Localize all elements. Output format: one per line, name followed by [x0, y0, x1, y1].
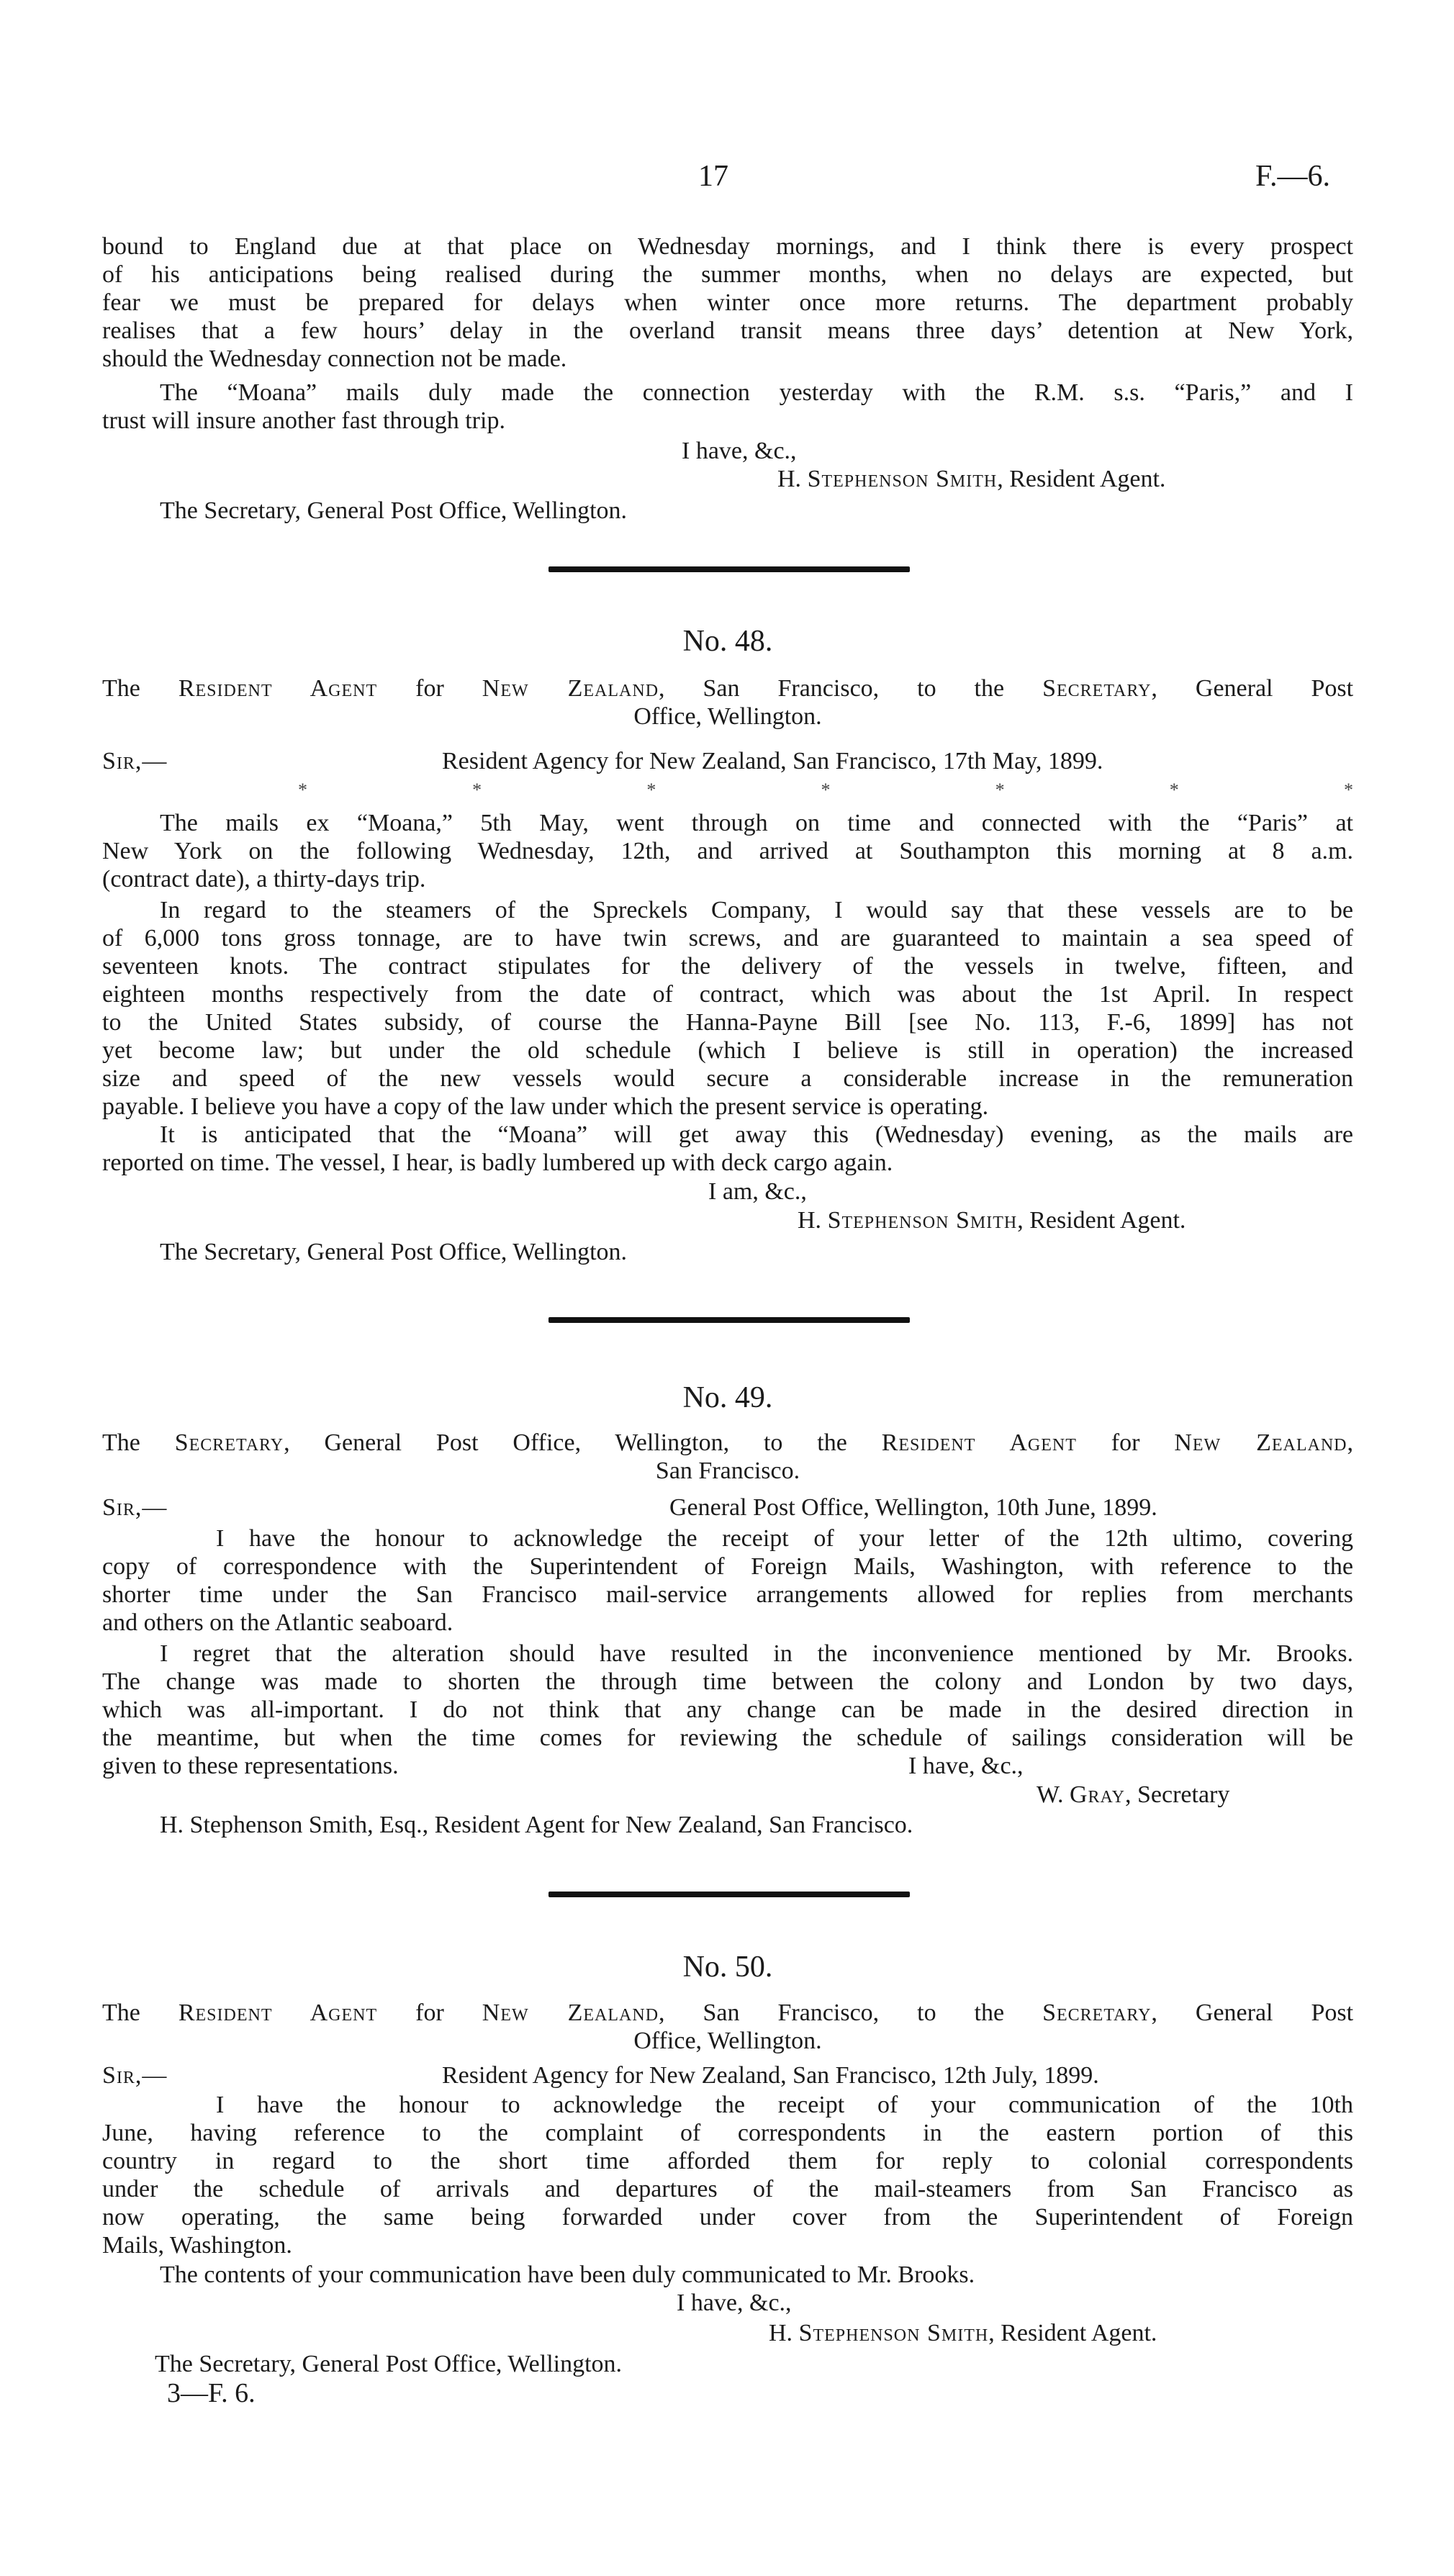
body-line: under the schedule of arrivals and departures of the mail-steamers from San Francisco as: [102, 2176, 1353, 2202]
body-line: the meantime, but when the time comes for reviewing the schedule of sailings consideration will be: [102, 1725, 1353, 1751]
body-line: size and speed of the new vessels would secure a considerable increase in the remuneration: [102, 1065, 1353, 1092]
body-line: Mails, Washington.: [102, 2232, 292, 2259]
body-line: The change was made to shorten the through time between the colony and London by two days,: [102, 1668, 1353, 1695]
body-line: I regret that the alteration should have resulted in the inconvenience mentioned by Mr. Brooks.: [160, 1640, 1353, 1667]
signature-name: Stephenson Smith: [798, 2320, 989, 2346]
body-line: In regard to the steamers of the Spreckels Company, I would say that these vessels are to be: [160, 897, 1353, 923]
letter-heading-line2: Office, Wellington.: [633, 2028, 822, 2054]
heading-text: The: [102, 1429, 140, 1456]
heading-text: for: [415, 1999, 444, 2026]
salutation: Sir,—: [102, 2062, 168, 2089]
star: *: [1343, 779, 1353, 800]
body-line: The contents of your communication have been duly communicated to Mr. Brooks.: [160, 2261, 975, 2288]
heading-text: The: [102, 1999, 140, 2026]
heading-text: , San Francisco, to the: [659, 1999, 1005, 2026]
heading-text: , San Francisco, to the: [659, 675, 1005, 702]
signature-title: , Resident Agent.: [997, 466, 1166, 492]
body-line: fear we must be prepared for delays when winter once more returns. The department probably: [102, 289, 1353, 316]
heading-recipient: Secretary: [1042, 675, 1152, 702]
heading-text: for: [1111, 1429, 1140, 1456]
heading-place: New Zealand: [482, 675, 659, 702]
signature-initial: H.: [777, 466, 802, 492]
body-line: now operating, the same being forwarded under cover from the Superintendent of Foreign: [102, 2204, 1353, 2231]
body-line: seventeen knots. The contract stipulates for the delivery of the vessels in twelve, fifteen, and: [102, 953, 1353, 980]
heading-text: for: [415, 675, 444, 702]
star: *: [821, 779, 831, 800]
signature: [777, 465, 1165, 494]
dateline: Resident Agency for New Zealand, San Francisco, 12th July, 1899.: [442, 2062, 1099, 2089]
closing: I have, &c.,: [908, 1753, 1024, 1779]
signature-name: Stephenson Smith: [807, 466, 998, 492]
body-line: country in regard to the short time afforded them for reply to colonial correspondents: [102, 2148, 1353, 2174]
body-line: yet become law; but under the old schedule (which I believe is still in operation) the increased: [102, 1037, 1353, 1064]
signature-initial: H.: [798, 1207, 822, 1234]
star: *: [472, 779, 482, 800]
page-number: 17: [698, 160, 728, 193]
body-line: of 6,000 tons gross tonnage, are to have twin screws, and are guaranteed to maintain a sea speed of: [102, 925, 1353, 952]
body-line: given to these representations.: [102, 1753, 399, 1779]
star: *: [1169, 779, 1179, 800]
addressee: The Secretary, General Post Office, Wellington.: [155, 2351, 623, 2377]
body-line: to the United States subsidy, of course the Hanna-Payne Bill [see No. 113, F.-6, 1899] has not: [102, 1009, 1353, 1036]
body-line: reported on time. The vessel, I hear, is badly lumbered up with deck cargo again.: [102, 1149, 893, 1176]
letter-heading-line2: Office, Wellington.: [633, 703, 822, 730]
body-line: I have the honour to acknowledge the receipt of your communication of the 10th: [216, 2092, 1353, 2118]
body-line: trust will insure another fast through trip.: [102, 407, 505, 434]
signature-initial: W.: [1037, 1781, 1064, 1808]
body-line: It is anticipated that the “Moana” will get away this (Wednesday) evening, as the mails are: [160, 1121, 1353, 1148]
signature-title: , Resident Agent.: [1017, 1207, 1186, 1234]
closing: I have, &c.,: [677, 2290, 792, 2316]
section-divider: [548, 1317, 910, 1323]
body-line: The “Moana” mails duly made the connection yesterday with the R.M. s.s. “Paris,” and I: [160, 379, 1353, 406]
signature-title: , Resident Agent.: [988, 2320, 1157, 2346]
heading-text: , General Post: [1151, 1999, 1354, 2026]
addressee: The Secretary, General Post Office, Wellington.: [160, 1239, 628, 1265]
letter-number: No. 48.: [682, 625, 773, 658]
heading-text: , General Post Office, Wellington, to the: [284, 1429, 847, 1456]
body-line: I have the honour to acknowledge the receipt of your letter of the 12th ultimo, covering: [216, 1525, 1353, 1552]
body-line: (contract date), a thirty-days trip.: [102, 866, 426, 892]
heading-recipient: Resident Agent: [881, 1429, 1077, 1456]
letter-heading-line2: San Francisco.: [655, 1458, 800, 1484]
body-line: copy of correspondence with the Superintendent of Foreign Mails, Washington, with reference to the: [102, 1553, 1353, 1580]
omission-stars: [298, 779, 1353, 801]
body-line: payable. I believe you have a copy of the law under which the present service is operating.: [102, 1093, 989, 1120]
dateline: Resident Agency for New Zealand, San Francisco, 17th May, 1899.: [442, 748, 1103, 774]
letter-heading: [102, 674, 1353, 703]
body-line: The mails ex “Moana,” 5th May, went through on time and connected with the “Paris” at: [160, 810, 1353, 836]
body-line: which was all-important. I do not think that any change can be made in the desired direction in: [102, 1696, 1353, 1723]
body-line: and others on the Atlantic seaboard.: [102, 1609, 453, 1636]
salutation: Sir,—: [102, 1494, 168, 1521]
letter-heading: [102, 1429, 1353, 1458]
letter-number: No. 50.: [682, 1951, 773, 1984]
signature-initial: H.: [769, 2320, 793, 2346]
dateline: General Post Office, Wellington, 10th June, 1899.: [669, 1494, 1157, 1521]
body-line: bound to England due at that place on Wednesday mornings, and I think there is every prospect: [102, 233, 1353, 260]
body-line: June, having reference to the complaint of correspondents in the eastern portion of this: [102, 2120, 1353, 2146]
signature: [1037, 1781, 1229, 1809]
letter-heading: [102, 1999, 1353, 2028]
body-line: New York on the following Wednesday, 12th, and arrived at Southampton this morning at 8 a.m.: [102, 838, 1353, 864]
salutation: Sir,—: [102, 748, 168, 774]
section-divider: [548, 566, 910, 572]
heading-sender: Secretary: [174, 1429, 284, 1456]
body-line: should the Wednesday connection not be made.: [102, 345, 567, 372]
signature-name: Stephenson Smith: [827, 1207, 1018, 1234]
heading-sender: Resident Agent: [178, 1999, 378, 2026]
body-line: shorter time under the San Francisco mail-service arrangements allowed for replies from merchants: [102, 1581, 1353, 1608]
heading-text: The: [102, 675, 140, 702]
closing: I have, &c.,: [682, 438, 797, 464]
printer-signature-mark: 3—F. 6.: [167, 2378, 256, 2408]
body-line: eighteen months respectively from the date of contract, which was about the 1st April. In respect: [102, 981, 1353, 1008]
letter-number: No. 49.: [682, 1381, 773, 1414]
signature: [769, 2319, 1157, 2348]
signature-name: Gray: [1069, 1781, 1126, 1808]
body-line: of his anticipations being realised during the summer months, when no delays are expected, but: [102, 261, 1353, 288]
signature-title: , Secretary: [1125, 1781, 1230, 1808]
heading-recipient: Secretary: [1042, 1999, 1152, 2026]
signature: [798, 1206, 1186, 1235]
addressee: The Secretary, General Post Office, Wellington.: [160, 497, 628, 524]
heading-sender: Resident Agent: [178, 675, 378, 702]
heading-text: , General Post: [1151, 675, 1354, 702]
star: *: [995, 779, 1005, 800]
document-reference: F.—6.: [1255, 160, 1330, 193]
section-divider: [548, 1892, 910, 1897]
star: *: [298, 779, 307, 800]
body-line: realises that a few hours’ delay in the overland transit means three days’ detention at New York,: [102, 317, 1353, 344]
closing: I am, &c.,: [708, 1178, 807, 1205]
heading-text: ,: [1347, 1429, 1353, 1456]
star: *: [646, 779, 656, 800]
heading-place: New Zealand: [1174, 1429, 1347, 1456]
heading-place: New Zealand: [482, 1999, 659, 2026]
addressee: H. Stephenson Smith, Esq., Resident Agent for New Zealand, San Francisco.: [160, 1812, 913, 1838]
